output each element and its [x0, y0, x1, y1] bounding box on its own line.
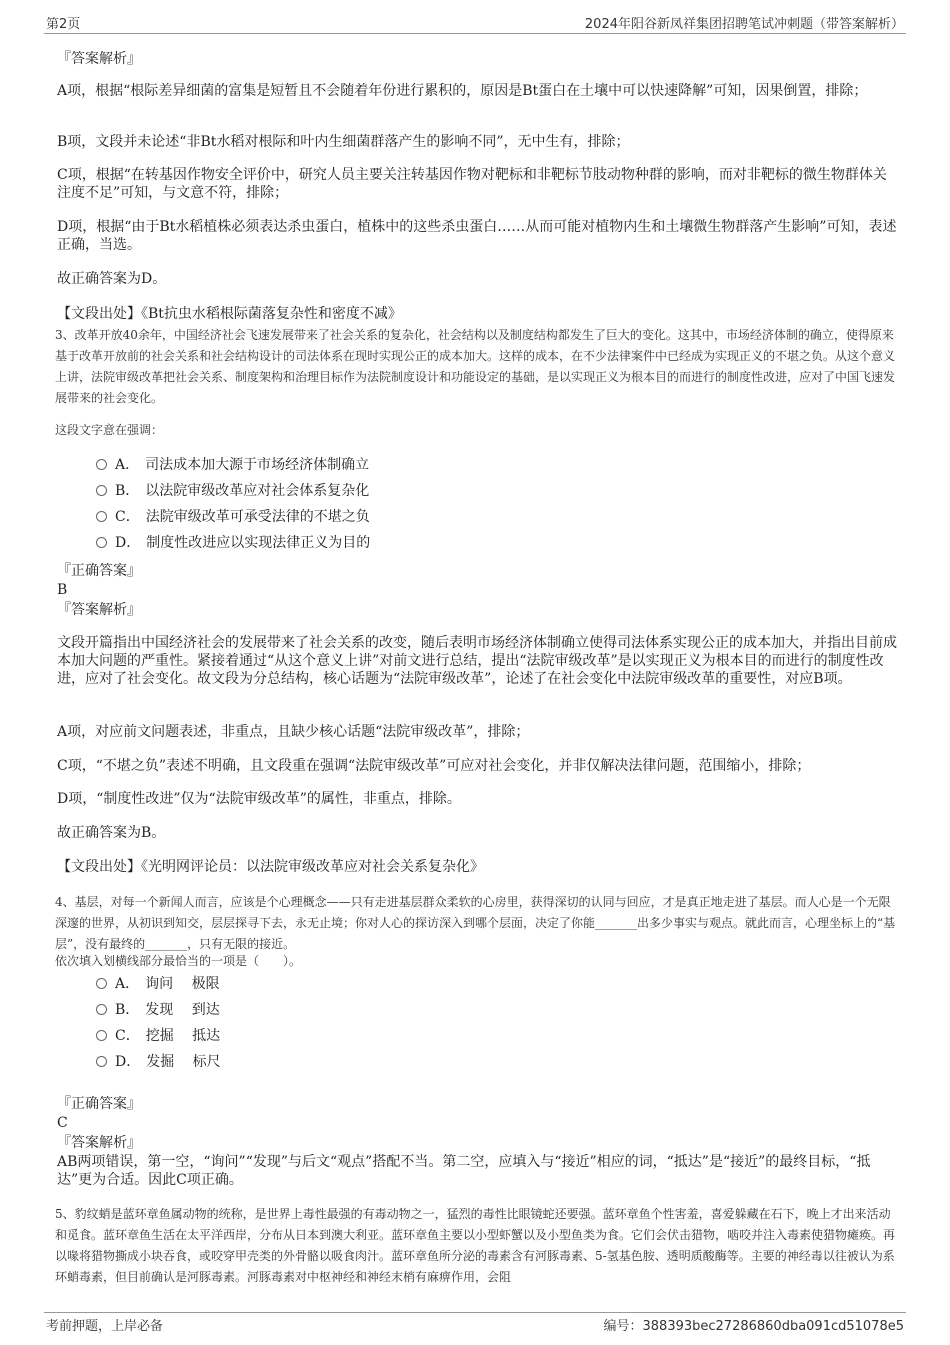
q3-conclusion: 故正确答案为B。 [57, 825, 166, 841]
q4-option-b[interactable] [96, 1001, 220, 1019]
option-label: A． [115, 976, 140, 992]
q3-analysis-c: C项，“不堪之负”表述不明确，且文段重在强调“法院审级改革”可应对社会变化，并非仅解决法律问题，范围缩小，排除； [57, 758, 811, 774]
q2-source: 【文段出处】《Bt抗虫水稻根际菌落复杂性和密度不减》 [57, 306, 402, 322]
radio-icon[interactable] [96, 1030, 107, 1041]
q3-answer: B [57, 582, 68, 598]
option-text: 法院审级改革可承受法律的不堪之负 [145, 509, 370, 525]
radio-icon[interactable] [96, 537, 107, 548]
page-number: 第2页 [46, 17, 81, 32]
option-label: C． [115, 1028, 140, 1044]
option-label: B． [115, 483, 140, 499]
option-text: 挖掘 抵达 [145, 1028, 221, 1044]
q4-answer-label: 『正确答案』 [57, 1096, 141, 1112]
option-text: 制度性改进应以实现法律正义为目的 [146, 535, 371, 551]
radio-icon[interactable] [96, 978, 107, 989]
option-text: 发现 到达 [145, 1002, 220, 1018]
q4-analysis-label: 『答案解析』 [57, 1135, 141, 1151]
q3-option-b[interactable] [96, 482, 369, 500]
option-label: A． [115, 457, 140, 473]
document-id: 编号：388393bec27286860dba091cd51078e5 [603, 1319, 904, 1334]
q3-option-c[interactable] [96, 508, 370, 526]
q3-prompt: 这段文字意在强调： [55, 423, 164, 437]
option-text: 发掘 标尺 [146, 1054, 221, 1070]
q3-analysis-d: D项，“制度性改进”仅为“法院审级改革”的属性，非重点，排除。 [57, 791, 461, 807]
q2-analysis-c: C项，根据“在转基因作物安全评价中，研究人员主要关注转基因作物对靶标和非靶标节肢动物种群的影响，而对非靶标的微生物群体关注度不足”可知，与文意不符，排除； [57, 167, 887, 201]
footer-divider [44, 1312, 906, 1313]
option-label: D． [115, 535, 141, 551]
q2-analysis-b: B项，文段并未论述“非Bt水稻对根际和叶内生细菌群落产生的影响不同”，无中生有，排除； [57, 134, 630, 150]
option-text: 以法院审级改革应对社会体系复杂化 [145, 483, 370, 499]
radio-icon[interactable] [96, 511, 107, 522]
q3-analysis-a: A项，对应前文问题表述，非重点，且缺少核心话题“法院审级改革”，排除； [57, 724, 530, 740]
q3-option-a[interactable] [96, 456, 369, 474]
document-title: 2024年阳谷新凤祥集团招聘笔试冲刺题（带答案解析） [584, 17, 904, 32]
q4-option-a[interactable] [96, 975, 220, 993]
radio-icon[interactable] [96, 1004, 107, 1015]
option-label: B． [115, 1002, 140, 1018]
q3-option-d[interactable] [96, 534, 370, 552]
q3-answer-label: 『正确答案』 [57, 563, 141, 579]
q3-analysis: 文段开篇指出中国经济社会的发展带来了社会关系的改变，随后表明市场经济体制确立使得司法体系实现公正的成本加大，并指出目前成本加大问题的严重性。紧接着通过“从这个意义上讲”对前文进行总结，提出“法院审级改革”是以实现正义为根本目的而进行的制度性改进，应对了社会变化。故文段为分总结构，核心话题为“法院审级改革”，论述了在社会变化中法院审级改革的重要性，对应B项。 [57, 635, 897, 687]
q4-prompt: 依次填入划横线部分最恰当的一项是（ ）。 [55, 954, 302, 968]
option-label: D． [115, 1054, 141, 1070]
q2-analysis-d: D项，根据“由于Bt水稻植株必须表达杀虫蛋白，植株中的这些杀虫蛋白……从而可能对植物内生和土壤微生物群落产生影响”可知，表述正确，当选。 [57, 219, 897, 253]
radio-icon[interactable] [96, 459, 107, 470]
option-label: C． [115, 509, 140, 525]
q4-answer: C [57, 1115, 68, 1131]
q2-analysis-label: 『答案解析』 [57, 51, 141, 67]
q3-stem: 3、改革开放40余年，中国经济社会飞速发展带来了社会关系的复杂化，社会结构以及制度结构都发生了巨大的变化。这其中，市场经济体制的确立，使得原来基于改革开放前的社会关系和社会结构设计的司法体系在现时实现公正的成本加大。这样的成本，在不少法律案件中已经成为实现正义的不堪之负。从这个意义上讲，法院审级改革把社会关系、制度架构和治理目标作为法院制度设计和功能设定的基础，是以实现正义为根本目的而进行的制度性改进，应对了中国飞速发展带来的社会变化。 [55, 328, 896, 405]
option-text: 司法成本加大源于市场经济体制确立 [145, 457, 370, 473]
option-text: 询问 极限 [145, 976, 220, 992]
q2-conclusion: 故正确答案为D。 [57, 271, 167, 287]
q3-source: 【文段出处】《光明网评论员：以法院审级改革应对社会关系复杂化》 [57, 859, 484, 875]
q4-analysis: AB两项错误，第一空，“询问”“发现”与后文“观点”搭配不当。第二空，应填入与“接近”相应的词，“抵达”是“接近”的最终目标，“抵达”更为合适。因此C项正确。 [57, 1154, 871, 1188]
q3-analysis-label: 『答案解析』 [57, 602, 141, 618]
header-divider [44, 33, 906, 34]
radio-icon[interactable] [96, 1056, 107, 1067]
radio-icon[interactable] [96, 485, 107, 496]
q4-option-c[interactable] [96, 1027, 220, 1045]
q4-option-d[interactable] [96, 1053, 221, 1071]
q4-stem: 4、基层，对每一个新闻人而言，应该是个心理概念——只有走进基层群众柔软的心房里，获得深切的认同与回应，才是真正地走进了基层。而人心是一个无限深邃的世界，从初识到知交，层层探寻下去，永无止境；你对人心的探访深入到哪个层面，决定了你能_______出多少事实与观点。就此而言，心理坐标上的“基层”，没有最终的_______，只有无限的接近。 [55, 895, 896, 951]
footer-slogan: 考前押题，上岸必备 [46, 1319, 164, 1334]
q2-analysis-a: A项，根据“根际差异细菌的富集是短暂且不会随着年份进行累积的，原因是Bt蛋白在土壤中可以快速降解”可知，因果倒置，排除； [57, 83, 868, 99]
q5-stem: 5、豹纹蛸是蓝环章鱼属动物的统称，是世界上毒性最强的有毒动物之一，猛烈的毒性比眼镜蛇还要强。蓝环章鱼个性害羞，喜爱躲藏在石下，晚上才出来活动和觅食。蓝环章鱼生活在太平洋西岸，分布从日本到澳大利亚。蓝环章鱼主要以小型虾蟹以及小型鱼类为食。它们会伏击猎物，啮咬并注入毒素使猎物瘫痪。再以喙将猎物撕成小块吞食，或咬穿甲壳类的外骨骼以吸食肉汁。蓝环章鱼所分泌的毒素含有河豚毒素、5-氢基色胺、透明质酸酶等。主要的神经毒以往被认为系环蛸毒素，但目前确认是河豚毒素。河豚毒素对中枢神经和神经末梢有麻痹作用，会阻 [55, 1207, 896, 1284]
